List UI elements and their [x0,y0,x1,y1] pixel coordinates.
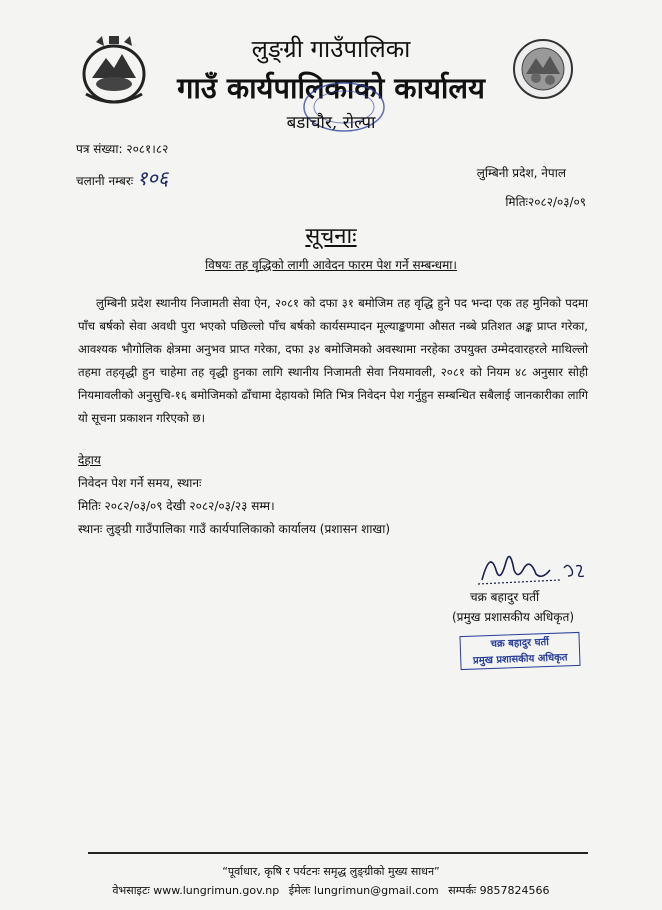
website-label: वेभसाइटः [112,884,150,897]
email-link[interactable]: lungrimun@gmail.com [313,884,439,897]
stamp-name: चक्र बहादुर घर्ती [490,636,550,651]
patra-value: २०८१।८२ [126,142,169,156]
details-line-date: मितिः २०८२/०३/०९ देखी २०८२/०३/२३ सम्म। [78,499,275,513]
office-address: बडाचौर, रोल्पा [286,113,376,133]
province-line: लुम्बिनी प्रदेश, नेपाल [476,166,566,180]
footer-divider [88,852,588,854]
notice-paragraph: लुम्बिनी प्रदेश स्थानीय निजामती सेवा ऐन, २०८१ को दफा ३१ बमोजिम तह वृद्धि हुने पद भन्दा एक तह मुनिको पदमा पाँच बर्षको सेवा अवधी पुरा भएको पछिल्लो पाँच बर्षको कार्यसम्पादन मूल्याङ्कणमा औसत नब्बे प्रतिशत अङ्क प्राप्त गरेका, आवश्यक भौगोलिक क्षेत्रमा अनुभव प्राप्त गरेका, दफा ३४ बमोजिमको अवस्थामा नरहेका उपयुक्त उम्मेदवारहरले माथिल्लो तहमा तहवृद्धी हुन चाहेमा तह वृद्धी हुनका लागि स्थानीय निजामती सेवा नियमावली, २०८१ को नियम ४८ अनुसार सोही नियमावलीको अनुसुचि-१६ बमोजिमको ढाँचामा देहायको मिति भित्र निवेदन पेश गर्नुहुन सम्बन्धित सबैलाई जानकारीका लागि यो सूचना प्रकाशन गरिएको छ। [78,296,588,425]
notice-title: सूचनाः [305,224,357,249]
signatory-title: (प्रमुख प्रशासकीय अधिकृत) [452,610,575,624]
website-link[interactable]: www.lungrimun.gov.np [153,884,280,897]
phone-label: सम्पर्कः [448,884,477,897]
letter-date: मितिः२०८२/०३/०९ [505,195,586,209]
email-label: ईमेलः [288,884,311,897]
stamp-title: प्रमुख प्रशासकीय अधिकृत [472,652,568,667]
designation-stamp [459,632,580,670]
notice-body [78,292,588,430]
chalani-label: चलानी नम्बरः [76,174,134,188]
dispatch-number [76,164,168,191]
notice-subject: विषयः तह वृद्धिको लागी आवेदन फारम पेश गर्ने सम्बन्धमा। [205,258,457,272]
details-line-time-place: निवेदन पेश गर्ने समय, स्थानः [78,476,202,490]
signature-icon [470,540,590,590]
reference-number [76,140,168,157]
phone-number: 9857824566 [479,884,550,897]
footer-slogan: “पूर्वाधार, कृषि र पर्यटनः समृद्ध लुङ्ग्रीको मुख्य साधन” [222,865,440,878]
footer-contact [0,883,662,898]
office-name: गाउँ कार्यपालिकाको कार्यालय [177,71,485,105]
details-label: देहाय [78,453,101,467]
municipality-name: लुङ्ग्री गाउँपालिका [251,35,411,63]
chalani-value: १०६ [137,166,169,190]
signatory-name: चक्र बहादुर घर्ती [470,590,540,604]
patra-label: पत्र संख्या: [76,142,123,156]
details-line-location: स्थानः लुङ्ग्री गाउँपालिका गाउँ कार्यपालिकाको कार्यालय (प्रशासन शाखा) [78,522,391,536]
